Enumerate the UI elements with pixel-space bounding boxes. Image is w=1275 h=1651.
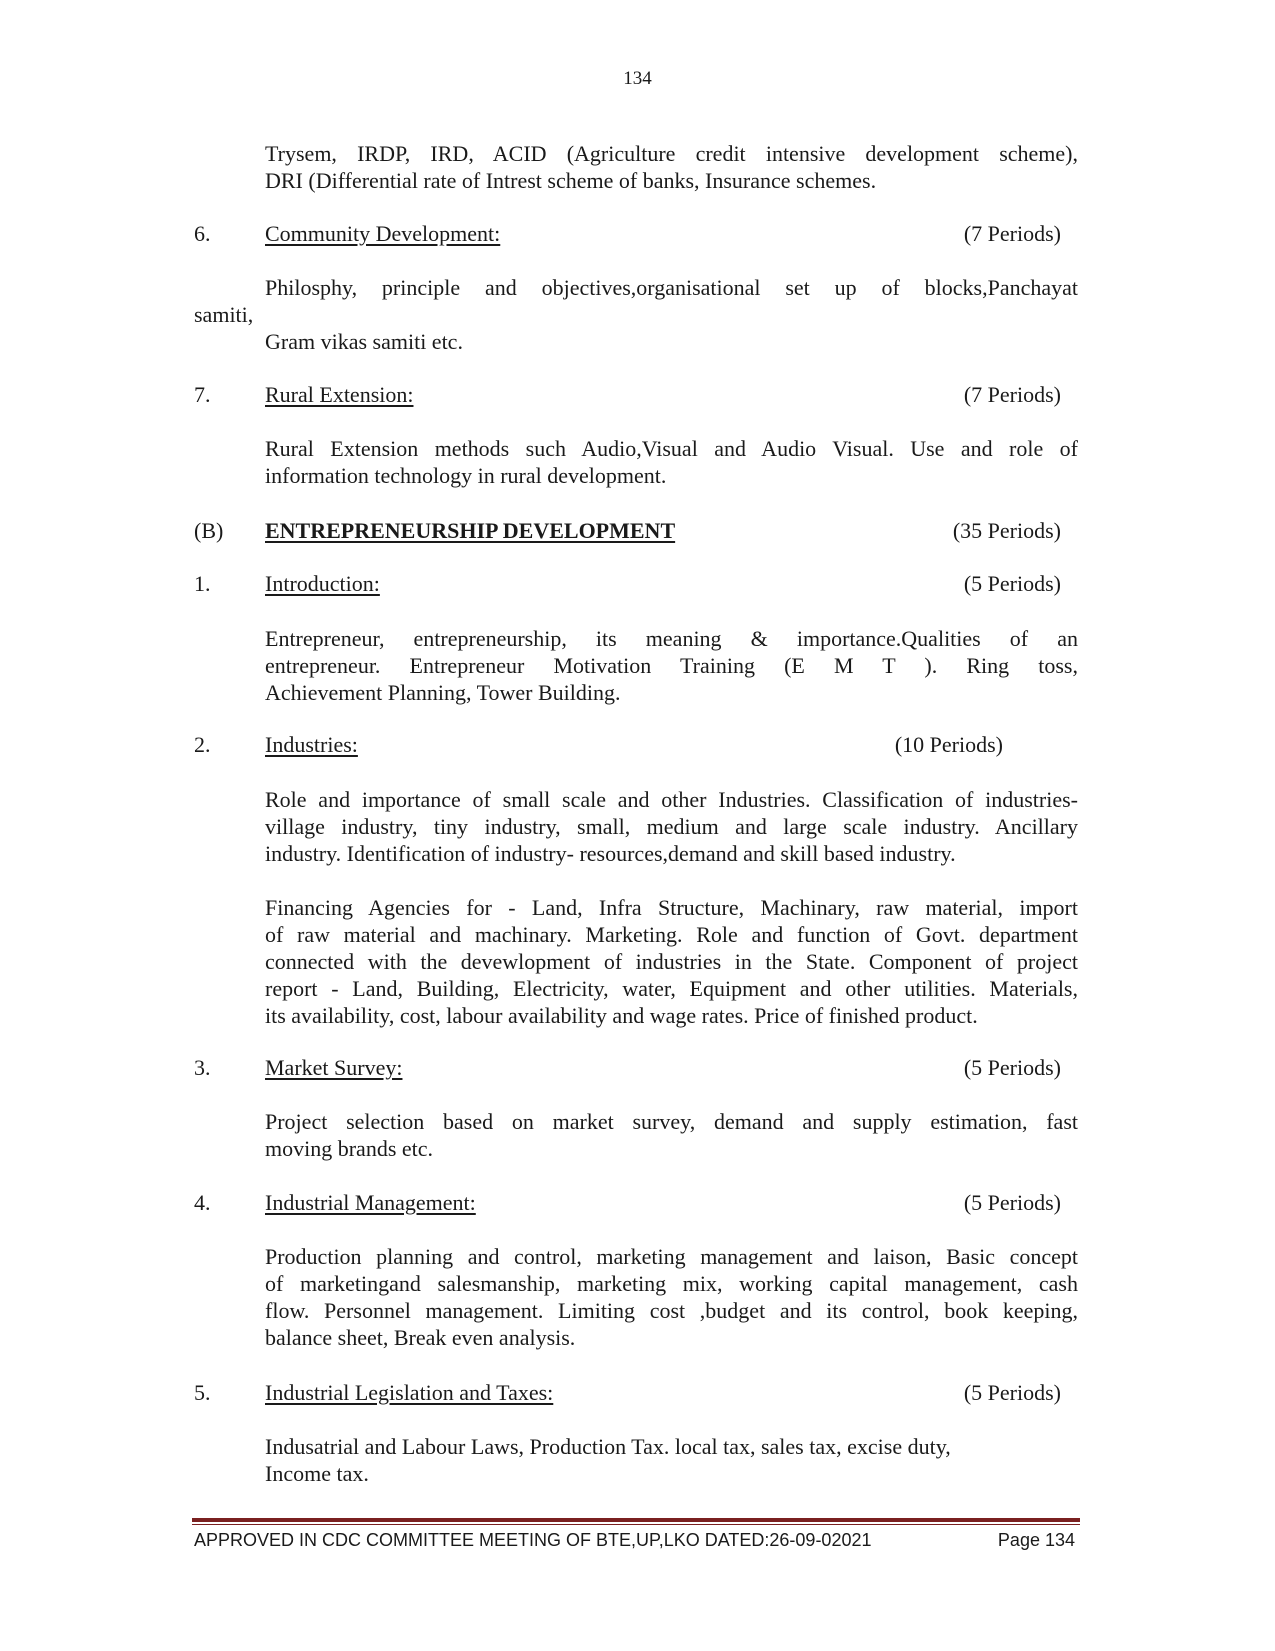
- section-periods: (5 Periods): [963, 1190, 1061, 1215]
- section-periods: (5 Periods): [963, 571, 1061, 596]
- section-title-industrial-management: Industrial Management:: [265, 1190, 476, 1215]
- paragraph-line: of raw material and machinary. Marketing. Role and function of Govt. department: [265, 922, 1078, 947]
- paragraph-line: Role and importance of small scale and other Industries. Classification of industries-: [265, 787, 1078, 812]
- paragraph-line: flow. Personnel management. Limiting cost ,budget and its control, book keeping,: [265, 1298, 1078, 1323]
- industries-paragraph-2: [265, 894, 1078, 1029]
- section-periods: (10 Periods): [894, 732, 1003, 757]
- paragraph-line: samiti,: [194, 302, 254, 327]
- community-development-paragraph: [265, 274, 1078, 301]
- section-periods: (7 Periods): [963, 221, 1061, 246]
- section-title-community-development: Community Development:: [265, 221, 501, 246]
- section-number: 1.: [194, 571, 211, 596]
- section-title-industries: Industries:: [265, 732, 358, 757]
- paragraph-line: Income tax.: [265, 1461, 369, 1486]
- section-number: 2.: [194, 732, 211, 757]
- introduction-paragraph: [265, 625, 1078, 706]
- section-number: (B): [194, 518, 224, 543]
- section-periods: (5 Periods): [963, 1055, 1061, 1080]
- paragraph-line: Gram vikas samiti etc.: [265, 329, 463, 354]
- market-survey-paragraph: [265, 1108, 1078, 1162]
- footer-page-number: Page 134: [997, 1530, 1075, 1550]
- paragraph-line: report - Land, Building, Electricity, water, Equipment and other utilities. Materials,: [265, 976, 1078, 1001]
- footer-rule: [192, 1524, 1080, 1525]
- section-title-market-survey: Market Survey:: [265, 1055, 403, 1080]
- section-title-introduction: Introduction:: [265, 571, 380, 596]
- paragraph-line: Project selection based on market survey, demand and supply estimation, fast: [265, 1109, 1078, 1134]
- paragraph-line: Trysem, IRDP, IRD, ACID (Agriculture credit intensive development scheme),: [265, 141, 1078, 166]
- intro-paragraph: [265, 140, 1078, 194]
- paragraph-line: DRI (Differential rate of Intrest scheme of banks, Insurance schemes.: [265, 168, 877, 193]
- footer-approval-text: APPROVED IN CDC COMMITTEE MEETING OF BTE,UP,LKO DATED:26-09-02021: [194, 1530, 872, 1550]
- paragraph-line: of marketingand salesmanship, marketing mix, working capital management, cash: [265, 1271, 1078, 1296]
- paragraph-line: balance sheet, Break even analysis.: [265, 1325, 576, 1350]
- section-number: 3.: [194, 1055, 211, 1080]
- footer-rule: [192, 1518, 1080, 1522]
- paragraph-line: moving brands etc.: [265, 1136, 434, 1161]
- industries-paragraph-1: [265, 786, 1078, 867]
- paragraph-line: its availability, cost, labour availability and wage rates. Price of finished product.: [265, 1003, 978, 1028]
- section-number: 6.: [194, 221, 211, 246]
- section-periods: (7 Periods): [963, 382, 1061, 407]
- paragraph-line: industry. Identification of industry- resources,demand and skill based industry.: [265, 841, 956, 866]
- section-number: 5.: [194, 1380, 211, 1405]
- paragraph-line: entrepreneur. Entrepreneur Motivation Training (E M T ). Ring toss,: [265, 653, 1078, 678]
- paragraph-line: Production planning and control, marketing management and laison, Basic concept: [265, 1244, 1078, 1269]
- paragraph-line: Achievement Planning, Tower Building.: [265, 680, 621, 705]
- section-periods: (35 Periods): [952, 518, 1061, 543]
- paragraph-line: Rural Extension methods such Audio,Visual and Audio Visual. Use and role of: [265, 436, 1078, 461]
- section-title-industrial-legislation: Industrial Legislation and Taxes:: [265, 1380, 554, 1405]
- paragraph-line: information technology in rural development.: [265, 463, 667, 488]
- rural-extension-paragraph: [265, 435, 1078, 489]
- page-number-top: 134: [623, 68, 652, 89]
- section-periods: (5 Periods): [963, 1380, 1061, 1405]
- section-title-entrepreneurship-development: ENTREPRENEURSHIP DEVELOPMENT: [265, 518, 676, 543]
- section-number: 4.: [194, 1190, 211, 1215]
- paragraph-line: Entrepreneur, entrepreneurship, its meaning & importance.Qualities of an: [265, 626, 1078, 651]
- section-title-rural-extension: Rural Extension:: [265, 382, 414, 407]
- paragraph-line: Philosphy, principle and objectives,organisational set up of blocks,Panchayat: [265, 275, 1078, 300]
- paragraph-line: Financing Agencies for - Land, Infra Structure, Machinary, raw material, import: [265, 895, 1078, 920]
- paragraph-line: Indusatrial and Labour Laws, Production Tax. local tax, sales tax, excise duty,: [265, 1434, 951, 1459]
- section-number: 7.: [194, 382, 211, 407]
- paragraph-line: village industry, tiny industry, small, medium and large scale industry. Ancillary: [265, 814, 1078, 839]
- industrial-management-paragraph: [265, 1243, 1078, 1351]
- paragraph-line: connected with the devewlopment of industries in the State. Component of project: [265, 949, 1078, 974]
